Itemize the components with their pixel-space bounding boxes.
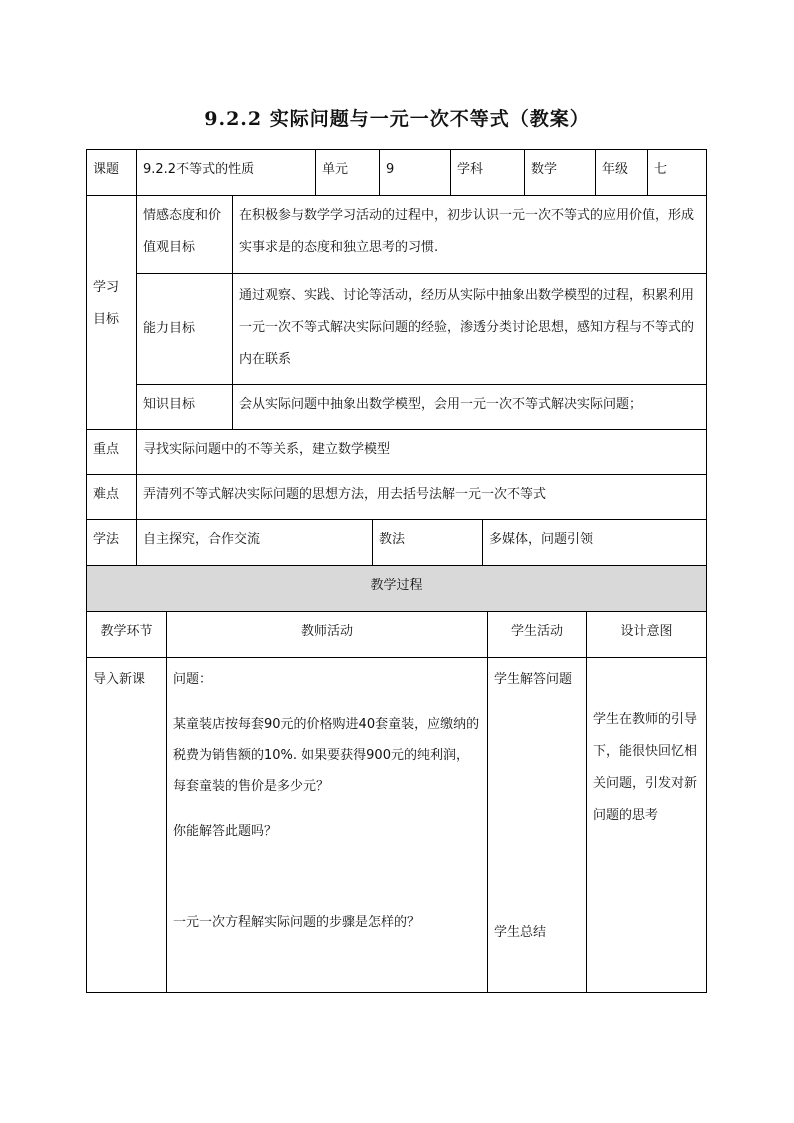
difficulty-text: 弄清列不等式解决实际问题的思想方法，用去括号法解一元一次不等式	[136, 474, 707, 520]
knowledge-text: 会从实际问题中抽象出数学模型，会用一元一次不等式解决实际问题；	[232, 384, 707, 430]
col-intent-header: 设计意图	[586, 611, 707, 658]
student-activity-cell: 学生解答问题 学生总结	[487, 657, 587, 993]
key-point-label: 重点	[86, 429, 137, 475]
ability-text: 通过观察、实践、讨论等活动，经历从实际中抽象出数学模型的过程，积累利用一元一次不等式解决实际问题的经验，渗透分类讨论思想，感知方程与不等式的内在联系	[232, 273, 707, 385]
knowledge-label: 知识目标	[136, 384, 233, 430]
attitude-label: 情感态度和价值观目标	[136, 195, 233, 274]
topic-value: 9.2.2不等式的性质	[136, 149, 316, 196]
teaching-method-value: 多媒体，问题引领	[482, 519, 707, 566]
grade-label: 年级	[595, 149, 648, 196]
difficulty-label: 难点	[86, 474, 137, 520]
document-title: 9.2.2 实际问题与一元一次不等式（教案）	[204, 108, 590, 130]
unit-label: 单元	[315, 149, 380, 196]
col-stage-header: 教学环节	[86, 611, 167, 658]
design-intent-cell: 学生在教师的引导下，能很快回忆相关问题，引发对新问题的思考	[586, 657, 707, 993]
attitude-text: 在积极参与数学学习活动的过程中，初步认识一元一次不等式的应用价值，形成实事求是的态度和独立思考的习惯.	[232, 195, 707, 274]
unit-value: 9	[379, 149, 451, 196]
subject-value: 数学	[524, 149, 596, 196]
subject-label: 学科	[450, 149, 525, 196]
study-method-value: 自主探究，合作交流	[136, 519, 373, 566]
ability-label: 能力目标	[136, 273, 233, 385]
lesson-plan-table	[87, 150, 707, 994]
study-method-label: 学法	[86, 519, 137, 566]
col-student-header: 学生活动	[487, 611, 587, 658]
col-teacher-header: 教师活动	[166, 611, 488, 658]
teacher-activity-cell: 问题： 某童装店按每套90元的价格购进40套童装，应缴纳的税费为销售额的10%. 如果要获得900元的纯利润，每套童装的售价是多少元？ 你能解答此题吗？ 一元一次方程解实际问题的步骤是怎样的？	[166, 657, 488, 993]
topic-label: 课题	[86, 149, 137, 196]
objectives-section-label: 学习 目标	[86, 195, 137, 430]
teaching-method-label: 教法	[372, 519, 483, 566]
stage-cell: 导入新课	[86, 657, 167, 993]
key-point-text: 寻找实际问题中的不等关系，建立数学模型	[136, 429, 707, 475]
process-header: 教学过程	[86, 565, 707, 612]
grade-value: 七	[647, 149, 707, 196]
